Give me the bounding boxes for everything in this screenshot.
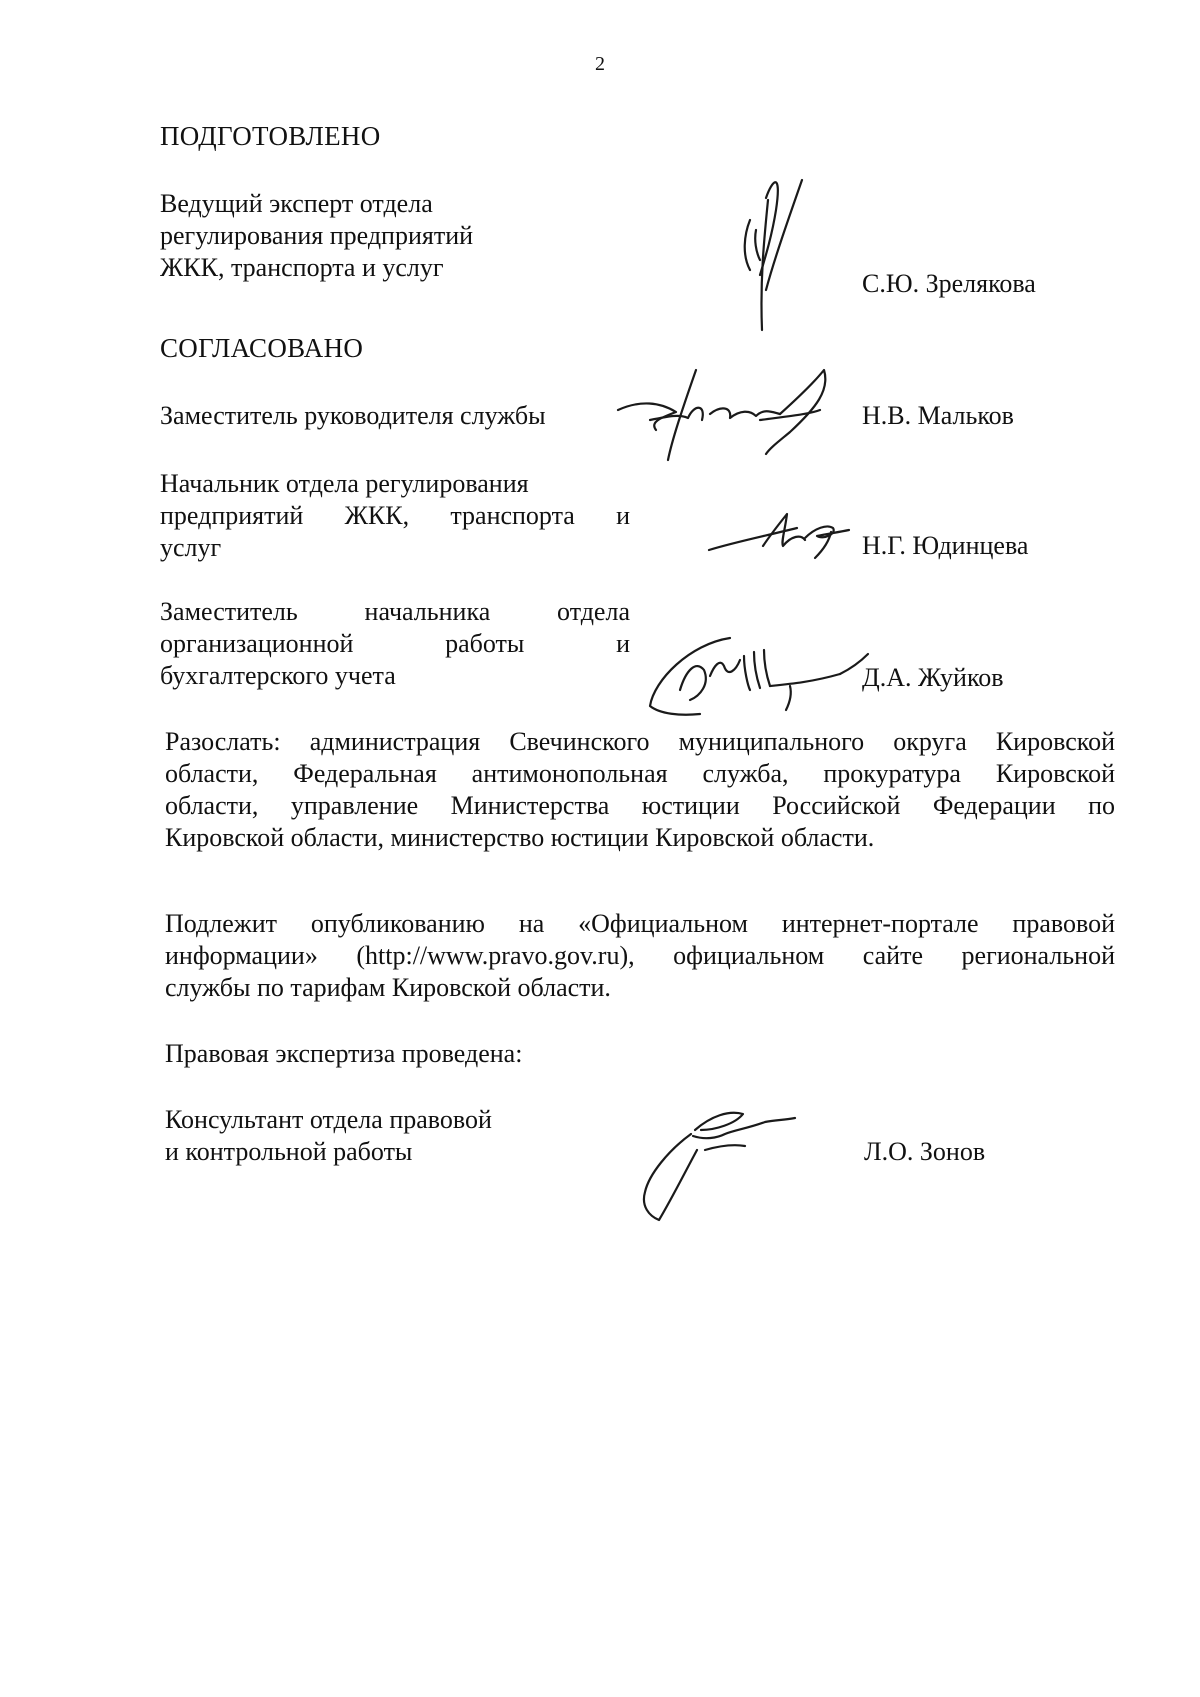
signature-zonov [625,1090,805,1230]
distribution-line: области, Федеральная антимонопольная служба, прокуратура Кировской [165,759,1115,788]
signer-3-position-line [160,596,630,628]
publication-line: службы по тарифам Кировской области. [165,973,611,1002]
distribution-line: Кировской области, министерство юстиции Кировской области. [165,823,875,852]
publication-line: информации» (http://www.pravo.gov.ru), официальном сайте региональной [165,941,1115,970]
word: отдела [557,597,630,626]
word: Заместитель [160,597,298,626]
signer-2-position-line: услуг [160,533,222,562]
signature-zhuykov [640,630,880,720]
prepared-name: С.Ю. Зрелякова [862,269,1036,298]
agreed-heading: СОГЛАСОВАНО [160,333,364,363]
signer-2-position-line: Начальник отдела регулирования [160,469,529,498]
legal-review-name: Л.О. Зонов [864,1137,986,1166]
page-number: 2 [595,53,605,75]
distribution-line: области, управление Министерства юстиции Российской Федерации по [165,791,1115,820]
signer-3-position [160,596,630,692]
word: начальника [364,597,491,626]
word: ЖКК, [344,501,410,530]
word: организационной [160,629,354,658]
word: предприятий [160,501,304,530]
prepared-position-line: ЖКК, транспорта и услуг [160,253,444,282]
signer-1-position [160,400,630,432]
signer-3-name: Д.А. Жуйков [862,663,1004,692]
word: работы [445,629,525,658]
legal-review-statement: Правовая экспертиза проведена: [165,1039,523,1068]
publication-line: Подлежит опубликованию на «Официальном интернет-портале правовой [165,909,1115,938]
signer-1-position-line: Заместитель руководителя службы [160,401,546,430]
distribution-line: Разослать: администрация Свечинского муниципального округа Кировской [165,727,1115,756]
prepared-heading: ПОДГОТОВЛЕНО [160,121,381,151]
legal-review-position-line: и контрольной работы [165,1137,413,1166]
word: и [616,629,630,658]
word: и [616,501,630,530]
signer-3-position-line [160,628,630,660]
word: транспорта [450,501,575,530]
signature-yudintseva [705,506,855,566]
signer-2-name: Н.Г. Юдинцева [862,531,1029,560]
distribution-paragraph [165,726,1115,854]
prepared-position-line: регулирования предприятий [160,221,474,250]
signer-3-position-line: бухгалтерского учета [160,661,396,690]
signer-2-position-line [160,500,630,532]
signature-zrelyakova [720,160,820,360]
legal-review-position [165,1104,635,1168]
prepared-position [160,188,630,284]
signer-1-name: Н.В. Мальков [862,401,1014,430]
signature-malkov [610,360,870,470]
prepared-position-line: Ведущий эксперт отдела [160,189,433,218]
legal-review-position-line: Консультант отдела правовой [165,1105,492,1134]
signer-2-position [160,468,630,564]
publication-paragraph [165,908,1115,1004]
